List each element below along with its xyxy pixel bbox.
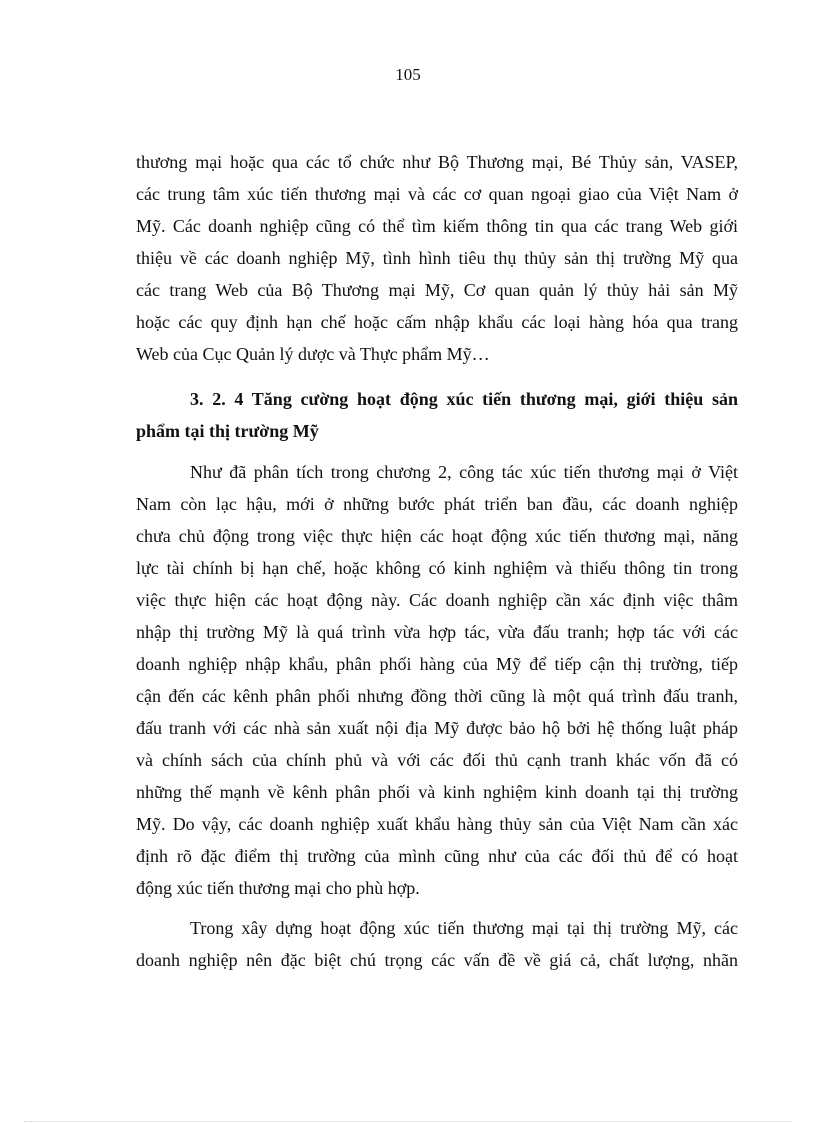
text-line: việc thực hiện các hoạt động này. Các doanh nghiệp cần xác định việc thâm: [136, 590, 738, 610]
text-line: định rõ đặc điểm thị trường của mình cũng như của các đối thủ để có hoạt: [136, 846, 738, 866]
text-line: động xúc tiến thương mại cho phù hợp.: [136, 878, 420, 898]
heading-line: phẩm tại thị trường Mỹ: [136, 421, 319, 441]
text-line: thiệu về các doanh nghiệp Mỹ, tình hình tiêu thụ thủy sản thị trường Mỹ qua: [136, 248, 738, 268]
text-line: Như đã phân tích trong chương 2, công tác xúc tiến thương mại ở Việt: [190, 462, 738, 482]
text-line: doanh nghiệp nên đặc biệt chú trọng các vấn đề về giá cả, chất lượng, nhãn: [136, 950, 738, 970]
text-line: Mỹ. Do vậy, các doanh nghiệp xuất khẩu hàng thủy sản của Việt Nam cần xác: [136, 814, 738, 834]
text-line: hoặc các quy định hạn chế hoặc cấm nhập khẩu các loại hàng hóa qua trang: [136, 312, 738, 332]
text-line: Nam còn lạc hậu, mới ở những bước phát triển ban đầu, các doanh nghiệp: [136, 494, 738, 514]
text-line: doanh nghiệp nhập khẩu, phân phối hàng của Mỹ để tiếp cận thị trường, tiếp: [136, 654, 738, 674]
text-line: các trang Web của Bộ Thương mại Mỹ, Cơ quan quản lý thủy hải sản Mỹ: [136, 280, 738, 300]
text-line: lực tài chính bị hạn chế, hoặc không có kinh nghiệm và thiếu thông tin trong: [136, 558, 738, 578]
text-line: đấu tranh với các nhà sản xuất nội địa Mỹ được bảo hộ bởi hệ thống luật pháp: [136, 718, 738, 738]
text-line: cận đến các kênh phân phối nhưng đồng thời cũng là một quá trình đấu tranh,: [136, 686, 738, 706]
page-number: 105: [395, 65, 421, 84]
text-line: Web của Cục Quản lý dược và Thực phẩm Mỹ…: [136, 344, 490, 364]
text-line: các trung tâm xúc tiến thương mại và các cơ quan ngoại giao của Việt Nam ở: [136, 184, 738, 204]
text-line: Mỹ. Các doanh nghiệp cũng có thể tìm kiếm thông tin qua các trang Web giới: [136, 216, 738, 236]
page-bottom-rule: [24, 1121, 792, 1122]
text-line: Trong xây dựng hoạt động xúc tiến thương mại tại thị trường Mỹ, các: [190, 918, 738, 938]
text-line: chưa chủ động trong việc thực hiện các hoạt động xúc tiến thương mại, năng: [136, 526, 738, 546]
text-line: và chính sách của chính phủ và với các đối thủ cạnh tranh khác vốn đã có: [136, 750, 738, 770]
text-line: thương mại hoặc qua các tổ chức như Bộ Thương mại, Bé Thủy sản, VASEP,: [136, 152, 738, 172]
text-line: những thế mạnh về kênh phân phối và kinh nghiệm kinh doanh tại thị trường: [136, 782, 738, 802]
heading-line: 3. 2. 4 Tăng cường hoạt động xúc tiến thương mại, giới thiệu sản: [190, 389, 738, 409]
text-line: nhập thị trường Mỹ là quá trình vừa hợp tác, vừa đấu tranh; hợp tác với các: [136, 622, 738, 642]
